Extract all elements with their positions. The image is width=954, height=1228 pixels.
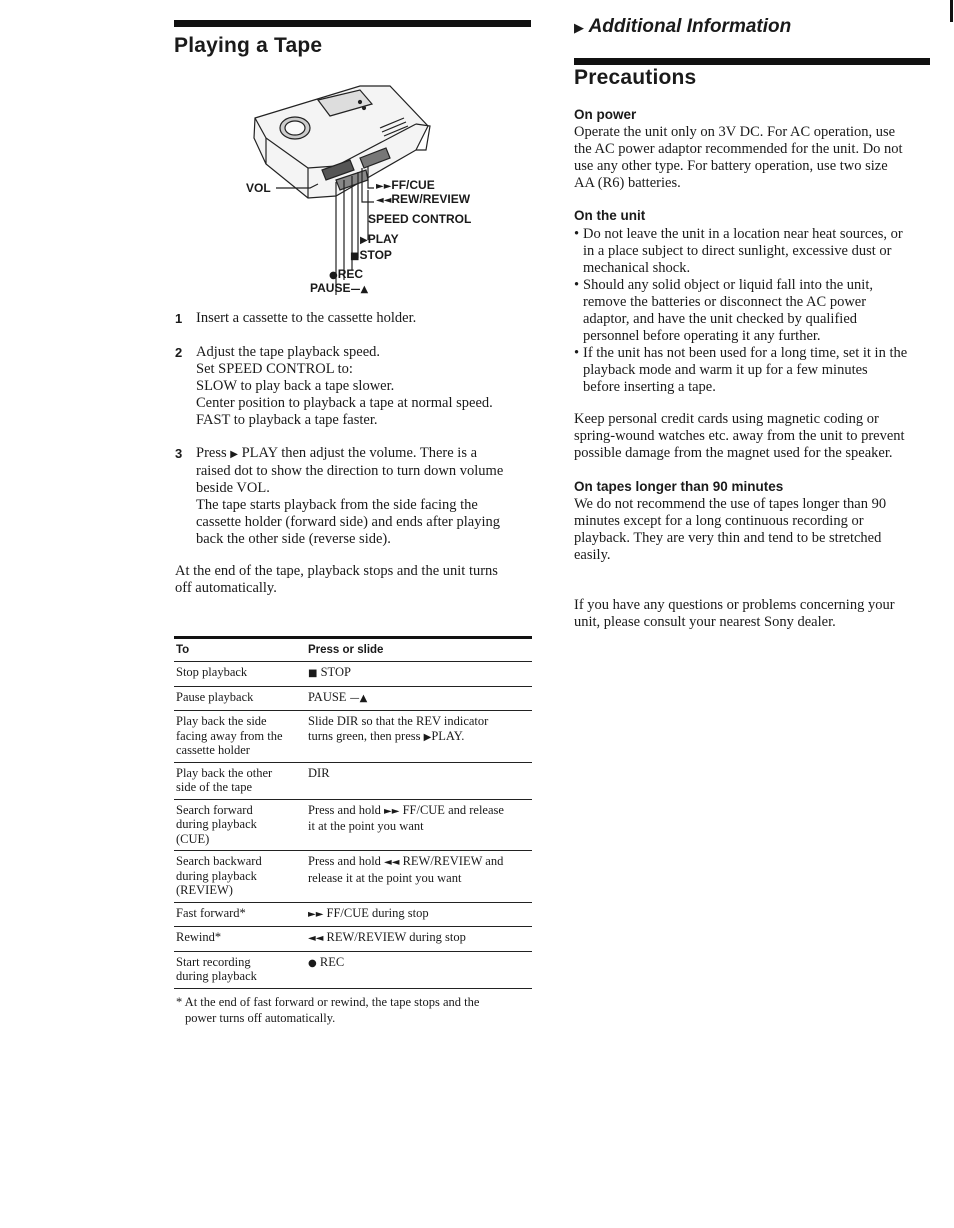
cell-press: PLAY.	[431, 728, 465, 743]
cell-to: Fast forward*	[176, 905, 246, 920]
table-row	[174, 662, 532, 687]
stop-label: STOP	[359, 248, 392, 262]
record-dot-icon: ●	[329, 270, 338, 281]
step-3-line: The tape starts playback from the side facing the	[196, 497, 478, 513]
on-unit-heading: On the unit	[574, 208, 646, 223]
stop-square-icon: ■	[350, 251, 360, 262]
cell-to: cassette holder	[176, 743, 250, 757]
paragraph-line: playback. They are very thin and tend to be stretched	[574, 530, 882, 546]
bullet-dot-icon: •	[574, 277, 580, 293]
cell-to: (CUE)	[176, 831, 210, 846]
cell-press: it at the point you want	[308, 819, 424, 833]
record-dot-icon: ●	[308, 957, 317, 969]
triangle-bullet-icon: ▶	[574, 21, 584, 36]
rec-label: REC	[337, 267, 364, 281]
bullet-item	[574, 226, 934, 277]
table-row	[174, 763, 532, 800]
play-callout	[360, 232, 399, 246]
step-2-line: Adjust the tape playback speed.	[196, 344, 381, 360]
step-3-line: Press ▶ PLAY then adjust the volume. There is a	[196, 445, 478, 461]
cell-to: during playback	[176, 817, 257, 831]
cell-press: turns green, then press	[308, 728, 421, 743]
rewind-icon: ◄◄	[384, 857, 400, 868]
cell-press: STOP	[320, 665, 351, 679]
table-row	[174, 687, 532, 712]
cell-press: REW/REVIEW during stop	[326, 930, 466, 944]
rec-callout	[329, 267, 363, 281]
rewind-icon: ◄◄	[308, 933, 324, 944]
cell-to: Pause playback	[176, 689, 254, 704]
footnote-line: power turns off automatically.	[185, 1010, 336, 1025]
cell-press: Slide DIR so that the REV indicator	[308, 714, 489, 728]
table-footnote	[176, 995, 536, 1026]
paragraph-line: possible damage from the magnet used for the speaker.	[574, 445, 893, 461]
bullet-line: personnel before operating it any further.	[583, 328, 821, 344]
paragraph-line: minutes except for a long continuous recording or	[574, 513, 864, 529]
table-row	[174, 952, 532, 989]
cell-press: Press and hold	[308, 854, 381, 868]
play-icon: ▶	[423, 731, 432, 743]
cell-to: Start recording	[176, 954, 251, 969]
step-2-line: FAST to playback a tape faster.	[196, 412, 378, 428]
bullet-line: playback mode and warm it up for a few minutes	[583, 362, 868, 378]
paragraph-line: We do not recommend the use of tapes longer than 90	[574, 496, 887, 512]
cell-press: DIR	[308, 765, 330, 780]
step-2-line: SLOW to play back a tape slower.	[196, 378, 395, 394]
paragraph-line: spring-wound watches etc. away from the unit to prevent	[574, 428, 905, 444]
precautions-title: Precautions	[574, 66, 697, 89]
table-header	[174, 639, 532, 662]
cell-to: Play back the other	[176, 765, 273, 780]
pause-callout	[310, 281, 368, 295]
end-note	[175, 563, 535, 597]
cell-press: FF/CUE and release	[402, 802, 504, 817]
step-2-number: 2	[175, 345, 183, 360]
paragraph-line: unit, please consult your nearest Sony dealer.	[574, 614, 836, 630]
bullet-dot-icon: •	[574, 226, 580, 242]
on-power-text	[574, 124, 934, 192]
cassette-player-illustration	[240, 80, 480, 295]
step-1-text	[196, 310, 536, 327]
bullet-dot-icon: •	[574, 345, 580, 361]
paragraph-line: use any other type. For battery operation, use two size	[574, 158, 888, 174]
long-tapes-text	[574, 496, 934, 564]
bullet-line: before inserting a tape.	[583, 379, 716, 395]
step-3-number: 3	[175, 446, 183, 461]
play-icon: ▶	[230, 449, 238, 460]
step-1-line: Insert a cassette to the cassette holder.	[196, 310, 417, 326]
cell-to: Search forward	[176, 802, 253, 817]
fast-forward-icon: ►►	[384, 805, 400, 817]
bullet-line: adaptor, and have the unit checked by qualified	[583, 311, 858, 327]
long-tapes-heading: On tapes longer than 90 minutes	[574, 479, 784, 494]
bullet-line: If the unit has not been used for a long time, set it in the	[583, 345, 908, 361]
cell-press: release it at the point you want	[308, 870, 462, 885]
step-2-line: Set SPEED CONTROL to:	[196, 361, 353, 377]
table-row	[174, 851, 532, 903]
bullet-item	[574, 345, 934, 396]
speed-control-label: SPEED CONTROL	[368, 212, 472, 226]
operations-table	[174, 636, 532, 989]
credit-card-note	[574, 411, 934, 462]
table-row	[174, 800, 532, 852]
pause-arrow-icon: —▲	[350, 284, 369, 295]
step-3-line: beside VOL.	[196, 480, 270, 496]
page-edge-mark	[950, 0, 953, 22]
step-2-line: Center position to playback a tape at normal speed.	[196, 395, 493, 411]
bullet-line: Do not leave the unit in a location near heat sources, or	[583, 226, 903, 242]
cell-press: REW/REVIEW and	[402, 854, 504, 868]
cell-press: PAUSE	[308, 689, 347, 704]
cell-to: Play back the side	[176, 714, 267, 728]
step-3-line: raised dot to show the direction to turn down volume	[196, 463, 504, 479]
step-3-line: cassette holder (forward side) and ends after playing	[196, 514, 500, 530]
paragraph-line: AA (R6) batteries.	[574, 175, 681, 191]
cell-to: during playback	[176, 868, 257, 883]
fast-forward-icon: ►►	[376, 181, 392, 192]
cell-to: facing away from the	[176, 728, 283, 743]
step-1-number: 1	[175, 311, 183, 326]
pause-label: PAUSE	[310, 281, 351, 295]
cell-to: Stop playback	[176, 665, 248, 679]
paragraph-line: the AC power adaptor recommended for the unit. Do not	[574, 141, 903, 157]
bullet-line: mechanical shock.	[583, 260, 691, 276]
contact-note	[574, 597, 934, 631]
pause-arrow-icon: —▲	[349, 692, 368, 704]
ff-cue-callout	[376, 178, 435, 192]
section-header	[574, 16, 791, 38]
play-icon: ▶	[360, 235, 368, 246]
table-row	[174, 927, 532, 952]
step-3-line: back the other side (reverse side).	[196, 531, 391, 547]
cell-press: REC	[319, 954, 345, 969]
cell-to: Rewind*	[176, 930, 222, 944]
table-row	[174, 903, 532, 928]
bullet-line: remove the batteries or disconnect the AC power	[583, 294, 867, 310]
paragraph-line: If you have any questions or problems concerning your	[574, 597, 895, 613]
page-title: Playing a Tape	[174, 34, 323, 57]
paragraph-line: Operate the unit only on 3V DC. For AC operation, use	[574, 124, 896, 140]
bullet-line: in a place subject to direct sunlight, excessive dust or	[583, 243, 892, 259]
precautions-rule	[574, 58, 930, 65]
end-note-line: off automatically.	[175, 580, 277, 596]
vol-label: VOL	[246, 181, 271, 195]
bullet-item	[574, 277, 934, 345]
step-2-text	[196, 344, 536, 429]
on-power-heading: On power	[574, 107, 637, 122]
rew-review-callout	[376, 192, 470, 206]
fast-forward-icon: ►►	[308, 908, 324, 920]
cell-to: during playback	[176, 969, 257, 983]
cell-to: side of the tape	[176, 780, 253, 794]
cell-to: (REVIEW)	[176, 883, 233, 897]
bullet-line: Should any solid object or liquid fall into the unit,	[583, 277, 873, 293]
play-label: PLAY	[367, 232, 399, 246]
stop-square-icon: ■	[308, 668, 318, 679]
rewind-icon: ◄◄	[376, 195, 392, 206]
end-note-line: At the end of the tape, playback stops and the unit turns	[175, 563, 498, 579]
paragraph-line: Keep personal credit cards using magnetic coding or	[574, 411, 879, 427]
section-header-text: Additional Information	[588, 16, 792, 37]
step-3-text	[196, 445, 536, 548]
column-header-to: To	[176, 643, 190, 656]
ff-cue-label: FF/CUE	[391, 178, 435, 192]
column-header-press: Press or slide	[308, 643, 384, 656]
stop-callout	[350, 248, 392, 262]
title-rule	[174, 20, 531, 27]
table-row	[174, 711, 532, 763]
paragraph-line: easily.	[574, 547, 611, 563]
cell-press: Press and hold	[308, 802, 381, 817]
footnote-line: * At the end of fast forward or rewind, the tape stops and the	[176, 995, 480, 1009]
on-unit-bullets	[574, 226, 934, 396]
rew-review-label: REW/REVIEW	[391, 192, 471, 206]
cell-press: FF/CUE during stop	[326, 905, 429, 920]
cell-to: Search backward	[176, 854, 262, 868]
